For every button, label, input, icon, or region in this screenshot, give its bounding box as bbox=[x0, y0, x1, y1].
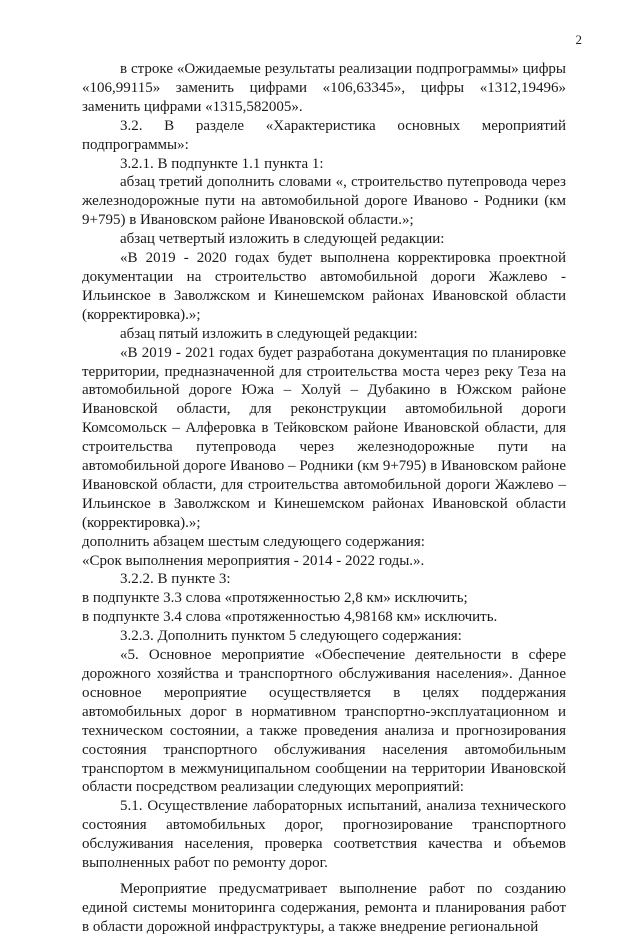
paragraph-measure-description: Мероприятие предусматривает выполнение работ по созданию единой системы мониторинга содержания, ремонта и планирования работ в области дорожной инфраструктуры, а также внедрение региональной bbox=[82, 880, 566, 935]
paragraph-section-3-2: 3.2. В разделе «Характеристика основных мероприятий подпрограммы»: bbox=[82, 117, 566, 153]
paragraph-3-2-2: 3.2.2. В пункте 3: bbox=[120, 571, 231, 588]
paragraph-quote-2019-2021: «В 2019 - 2021 годах будет разработана документация по планировке территории, предназначенной для строительства моста через реку Теза на автомобильной дороге Южа – Холуй – Дубакино в Южском районе Ивановской области, для реконструкции автомобильной дороги Комсомольск – Алферовка в Тейковском районе Ивановской области, для строительства путепровода через железнодорожные пути на автомобильной дороге Иваново – Родники (км 9+795) в Ивановском районе Ивановской области, для строительства автомобильной дороги Жажлево – Ильинское в Заволжском и Кинешемском районах Ивановской области (корректировка).»; bbox=[82, 344, 566, 531]
paragraph-subpoint-3-3: в подпункте 3.3 слова «протяженностью 2,8 км» исключить; bbox=[82, 590, 468, 607]
page-number: 2 bbox=[575, 32, 582, 47]
paragraph-point-5: «5. Основное мероприятие «Обеспечение деятельности в сфере дорожного хозяйства и транспортного обслуживания населения». Данное основное мероприятие осуществляется в целях поддержания автомобильных дорог в нормативном транспортно-эксплуатационном и техническом состоянии, а также проведения анализа и прогнозирования состояния транспортного обслуживания населения автомобильным транспортом в межмуниципальном сообщении на территории Ивановской области посредством реализации следующих мероприятий: bbox=[82, 647, 566, 796]
paragraph-fifth-abzac: абзац пятый изложить в следующей редакции: bbox=[120, 325, 418, 342]
paragraph-subpoint-3-4: в подпункте 3.4 слова «протяженностью 4,98168 км» исключить. bbox=[82, 609, 498, 626]
paragraph-5-1: 5.1. Осуществление лабораторных испытаний, анализа технического состояния автомобильных дорог, прогнозирование транспортного обслуживания населения, проверка соответствия качества и объемов выполненных работ по ремонту дорог. bbox=[82, 798, 566, 872]
paragraph-deadline: «Срок выполнения мероприятия - 2014 - 2022 годы.». bbox=[82, 552, 425, 569]
paragraph-add-sixth: дополнить абзацем шестым следующего содержания: bbox=[82, 533, 425, 550]
paragraph-3-2-3: 3.2.3. Дополнить пунктом 5 следующего содержания: bbox=[120, 628, 462, 645]
paragraph-fourth-abzac: абзац четвертый изложить в следующей редакции: bbox=[120, 231, 445, 248]
paragraph-3-2-1: 3.2.1. В подпункте 1.1 пункта 1: bbox=[120, 155, 324, 172]
document-body bbox=[82, 60, 566, 937]
paragraph-expected-results: в строке «Ожидаемые результаты реализации подпрограммы» цифры «106,99115» заменить цифрами «106,63345», цифры «1312,19496» заменить цифрами «1315,582005». bbox=[82, 61, 566, 115]
paragraph-third-abzac: абзац третий дополнить словами «, строительство путепровода через железнодорожные пути на автомобильной дороге Иваново - Родники (км 9+795) в Ивановском районе Ивановской области.»; bbox=[82, 174, 566, 229]
paragraph-quote-2019-2020: «В 2019 - 2020 годах будет выполнена корректировка проектной документации на строительство автомобильной дороги Жажлево - Ильинское в Заволжском и Кинешемском районах Ивановской области (корректировка).»; bbox=[82, 250, 566, 323]
